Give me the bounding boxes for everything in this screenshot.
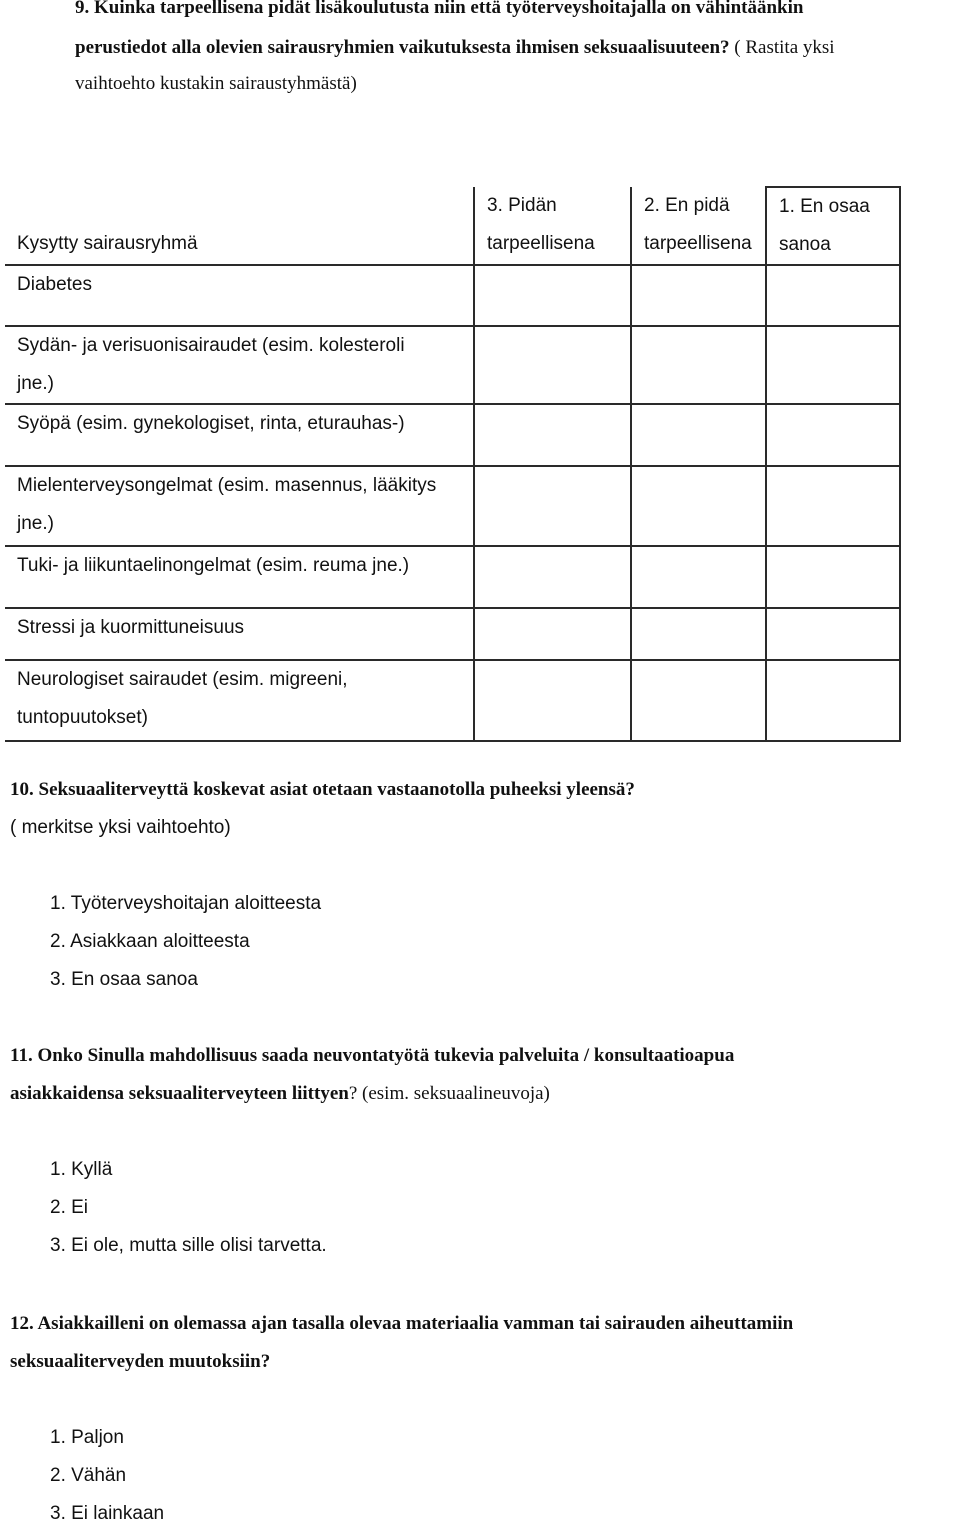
q9-prompt-line2-bold: perustiedot alla olevien sairausryhmien vaikutuksesta ihmisen seksuaalisuuteen? [75,37,730,58]
answer-cell-option-3[interactable] [474,546,631,608]
table-header-option-3: 3. Pidän tarpeellisena [474,187,631,265]
table-header-disease-group: Kysytty sairausryhmä [5,187,474,265]
answer-cell-option-3[interactable] [474,608,631,660]
q11-option-2[interactable]: 2. Ei [50,1197,89,1218]
answer-cell-option-1[interactable] [766,608,900,660]
answer-cell-option-3[interactable] [474,466,631,546]
answer-cell-option-2[interactable] [631,546,766,608]
answer-cell-option-1[interactable] [766,404,900,466]
disease-label: Diabetes [5,265,474,326]
q9-prompt-line2-note: ( Rastita yksi [729,37,835,58]
q12-option-3[interactable]: 3. Ei lainkaan [50,1503,165,1524]
q9-disease-table [5,186,901,742]
q12-option-1[interactable]: 1. Paljon [50,1427,124,1448]
q9-prompt-line3: vaihtoehto kustakin sairaustyhmästä) [75,73,357,94]
q12-option-2[interactable]: 2. Vähän [50,1465,127,1486]
q11-prompt-line2-bold: asiakkaidensa seksuaaliterveyteen liittyen [10,1083,349,1104]
answer-cell-option-3[interactable] [474,404,631,466]
q11-option-1[interactable]: 1. Kyllä [50,1159,113,1180]
table-row [5,660,900,741]
answer-cell-option-2[interactable] [631,608,766,660]
table-row [5,546,900,608]
disease-label: Sydän- ja verisuonisairaudet (esim. kolesteroli jne.) [5,326,474,404]
q10-option-2[interactable]: 2. Asiakkaan aloitteesta [50,931,250,952]
q11-prompt-line2 [10,1082,550,1106]
answer-cell-option-3[interactable] [474,326,631,404]
table-row [5,466,900,546]
answer-cell-option-1[interactable] [766,660,900,741]
answer-cell-option-1[interactable] [766,326,900,404]
q11-option-3[interactable]: 3. Ei ole, mutta sille olisi tarvetta. [50,1235,327,1256]
answer-cell-option-1[interactable] [766,265,900,326]
disease-label: Tuki- ja liikuntaelinongelmat (esim. reuma jne.) [5,546,474,608]
disease-label: Stressi ja kuormittuneisuus [5,608,474,660]
table-row [5,265,900,326]
answer-cell-option-2[interactable] [631,404,766,466]
q11-prompt-line2-note: ? (esim. seksuaalineuvoja) [348,1083,550,1104]
table-row [5,326,900,404]
disease-label: Syöpä (esim. gynekologiset, rinta, eturauhas-) [5,404,474,466]
answer-cell-option-3[interactable] [474,660,631,741]
disease-label: Neurologiset sairaudet (esim. migreeni, tuntopuutokset) [5,660,474,741]
table-header-option-2: 2. En pidä tarpeellisena [631,187,766,265]
q9-prompt-line2 [75,36,835,60]
disease-label: Mielenterveysongelmat (esim. masennus, lääkitys jne.) [5,466,474,546]
q10-note: ( merkitse yksi vaihtoehto) [10,817,231,838]
table-row [5,608,900,660]
q9-prompt-line1: 9. Kuinka tarpeellisena pidät lisäkoulutusta niin että työterveyshoitajalla on vähintäänkin [75,0,804,18]
answer-cell-option-1[interactable] [766,546,900,608]
q10-option-1[interactable]: 1. Työterveyshoitajan aloitteesta [50,893,322,914]
answer-cell-option-1[interactable] [766,466,900,546]
answer-cell-option-2[interactable] [631,466,766,546]
q10-option-3[interactable]: 3. En osaa sanoa [50,969,198,990]
answer-cell-option-2[interactable] [631,660,766,741]
answer-cell-option-3[interactable] [474,265,631,326]
q10-prompt: 10. Seksuaaliterveyttä koskevat asiat otetaan vastaanotolla puheeksi yleensä? [10,779,635,800]
answer-cell-option-2[interactable] [631,265,766,326]
table-header-option-1: 1. En osaa sanoa [766,187,900,265]
q12-prompt-line2: seksuaaliterveyden muutoksiin? [10,1351,271,1372]
answer-cell-option-2[interactable] [631,326,766,404]
q12-prompt-line1: 12. Asiakkailleni on olemassa ajan tasalla olevaa materiaalia vamman tai sairauden aiheuttamiin [10,1313,794,1334]
q11-prompt-line1: 11. Onko Sinulla mahdollisuus saada neuvontatyötä tukevia palveluita / konsultaatioapua [10,1045,735,1066]
table-row [5,404,900,466]
